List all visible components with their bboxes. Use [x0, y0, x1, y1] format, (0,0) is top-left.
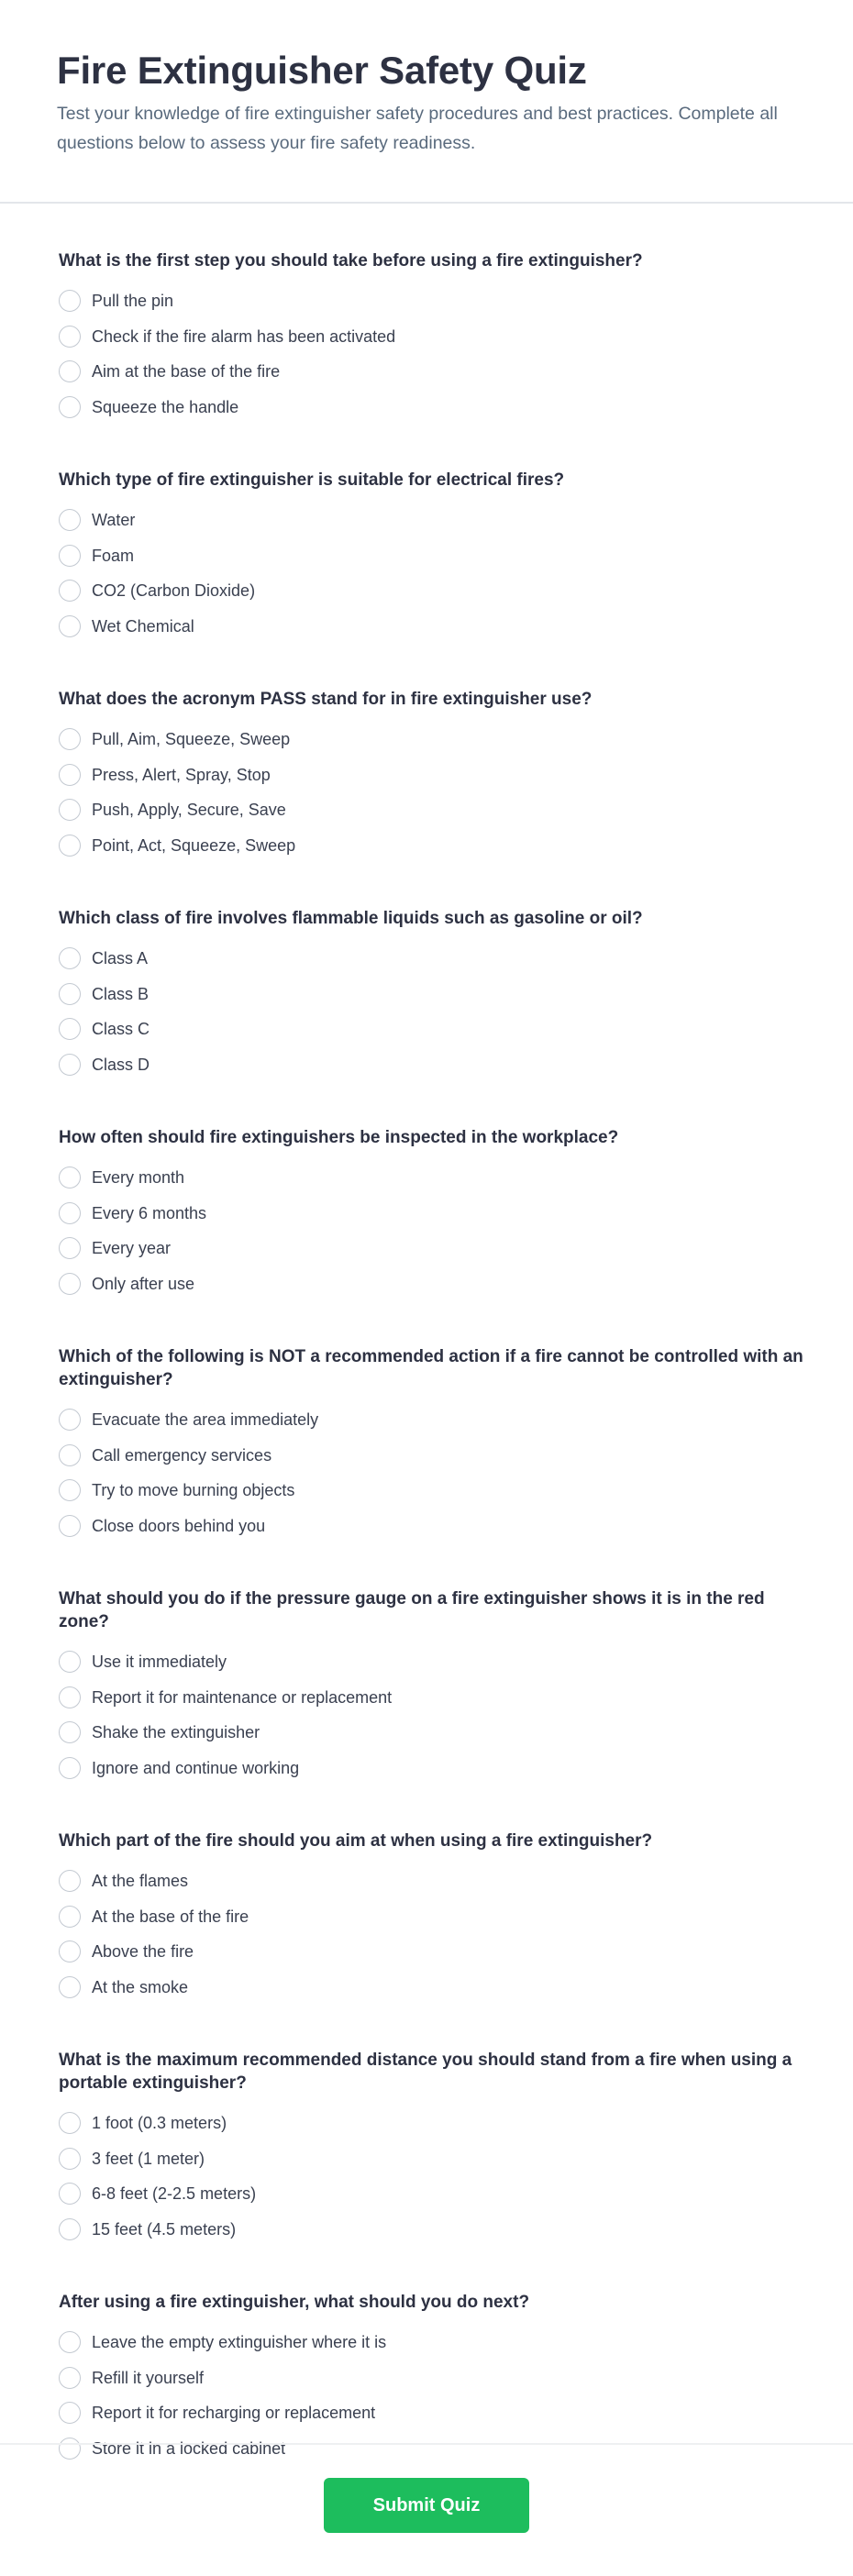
question-text: Which class of fire involves flammable liquids such as gasoline or oil?	[59, 909, 643, 928]
radio-button[interactable]	[59, 1976, 81, 1998]
radio-button[interactable]	[59, 290, 81, 312]
answer-option[interactable]	[59, 1047, 796, 1083]
answer-option-label: At the flames	[92, 1872, 189, 1891]
answer-option-label: Report it for maintenance or replacement	[92, 1687, 393, 1707]
answer-option[interactable]	[59, 1970, 796, 2006]
answer-option[interactable]	[59, 1266, 796, 1302]
radio-button[interactable]	[59, 1757, 81, 1779]
answer-option-label: Foam	[92, 546, 135, 565]
radio-button[interactable]	[59, 1479, 81, 1501]
radio-button[interactable]	[59, 1686, 81, 1708]
question-text: Which type of fire extinguisher is suitable for electrical fires?	[59, 470, 565, 490]
answer-option-label: Wet Chemical	[92, 616, 194, 636]
radio-button[interactable]	[59, 2148, 81, 2170]
answer-option-label: Refill it yourself	[92, 2368, 205, 2387]
radio-button[interactable]	[59, 1202, 81, 1224]
answer-option-label: Ignore and continue working	[92, 1758, 300, 1777]
question-7	[59, 1587, 796, 1786]
radio-button[interactable]	[59, 1018, 81, 1040]
answer-option[interactable]	[59, 1160, 796, 1196]
answer-option-label: Call emergency services	[92, 1445, 272, 1465]
question-text: How often should fire extinguishers be inspected in the workplace?	[59, 1128, 619, 1147]
question-text: What does the acronym PASS stand for in fire extinguisher use?	[59, 690, 593, 709]
radio-button[interactable]	[59, 1651, 81, 1673]
radio-button[interactable]	[59, 764, 81, 786]
answer-option-label: 3 feet (1 meter)	[92, 2149, 205, 2168]
answer-option[interactable]	[59, 2176, 796, 2212]
answer-option-label: Report it for recharging or replacement	[92, 2404, 376, 2423]
radio-button[interactable]	[59, 360, 81, 382]
answer-option[interactable]	[59, 354, 796, 390]
answer-option-label: Only after use	[92, 1274, 195, 1293]
submit-quiz-button[interactable]: Submit Quiz	[324, 2478, 529, 2533]
answer-option-label: Store it in a locked cabinet	[92, 2438, 286, 2458]
answer-option[interactable]	[59, 1473, 796, 1509]
answer-option[interactable]	[59, 503, 796, 538]
question-text: What is the first step you should take before using a fire extinguisher?	[59, 251, 643, 271]
answer-option-label: At the base of the fire	[92, 1907, 249, 1926]
radio-button[interactable]	[59, 1166, 81, 1188]
answer-option[interactable]	[59, 792, 796, 828]
answer-option-label: Evacuate the area immediately	[92, 1410, 319, 1430]
radio-button[interactable]	[59, 2218, 81, 2240]
radio-button[interactable]	[59, 1906, 81, 1928]
answer-option-label: Aim at the base of the fire	[92, 362, 281, 381]
answer-option-label: 6-8 feet (2-2.5 meters)	[92, 2184, 257, 2204]
question-text: Which part of the fire should you aim at when using a fire extinguisher?	[59, 1831, 653, 1851]
answer-option[interactable]	[59, 2141, 796, 2177]
answer-option-label: Squeeze the handle	[92, 397, 239, 416]
answer-option[interactable]	[59, 1934, 796, 1970]
answer-option-label: Pull the pin	[92, 292, 174, 311]
radio-button[interactable]	[59, 1054, 81, 1076]
answer-option[interactable]	[59, 722, 796, 757]
answer-option-label: Every month	[92, 1168, 185, 1188]
answer-option[interactable]	[59, 319, 796, 355]
answer-option-label: At the smoke	[92, 1977, 189, 1996]
radio-button[interactable]	[59, 799, 81, 821]
answer-option[interactable]	[59, 977, 796, 1012]
answer-option-label: Check if the fire alarm has been activated	[92, 326, 396, 346]
answer-option[interactable]	[59, 390, 796, 426]
answer-option-label: Every year	[92, 1239, 172, 1258]
answer-option[interactable]	[59, 2395, 796, 2431]
answer-option[interactable]	[59, 609, 796, 645]
question-8	[59, 1830, 796, 2005]
radio-button[interactable]	[59, 396, 81, 418]
radio-button[interactable]	[59, 1721, 81, 1743]
radio-button[interactable]	[59, 2183, 81, 2205]
radio-button[interactable]	[59, 2331, 81, 2353]
radio-button[interactable]	[59, 580, 81, 602]
answer-option[interactable]	[59, 1012, 796, 1047]
radio-button[interactable]	[59, 728, 81, 750]
answer-option-label: Class A	[92, 949, 149, 968]
question-text: What is the maximum recommended distance you should stand from a fire when using a portable extinguisher?	[59, 2051, 792, 2093]
answer-option[interactable]	[59, 1438, 796, 1474]
page-description: Test your knowledge of fire extinguisher safety procedures and best practices. Complete all questions below to assess your fire safety readiness.	[57, 104, 778, 153]
answer-option-label: Use it immediately	[92, 1653, 227, 1672]
question-6	[59, 1345, 803, 1543]
question-9	[59, 2049, 796, 2247]
answer-option[interactable]	[59, 1196, 796, 1232]
radio-button[interactable]	[59, 1515, 81, 1537]
radio-button[interactable]	[59, 1237, 81, 1259]
radio-button[interactable]	[59, 983, 81, 1005]
answer-option-label: 1 foot (0.3 meters)	[92, 2114, 227, 2133]
question-text: After using a fire extinguisher, what should you do next?	[59, 2293, 530, 2312]
answer-option-label: Point, Act, Squeeze, Sweep	[92, 835, 296, 855]
answer-option[interactable]	[59, 2212, 796, 2248]
answer-option-label: Push, Apply, Secure, Save	[92, 801, 286, 820]
answer-option[interactable]	[59, 283, 796, 319]
answer-option-label: Above the fire	[92, 1942, 194, 1962]
radio-button[interactable]	[59, 509, 81, 531]
radio-button[interactable]	[59, 1444, 81, 1466]
answer-option[interactable]	[59, 1751, 796, 1786]
answer-option[interactable]	[59, 1715, 796, 1751]
answer-option[interactable]	[59, 538, 796, 574]
radio-button[interactable]	[59, 545, 81, 567]
answer-option[interactable]	[59, 1644, 796, 1680]
answer-option[interactable]	[59, 2106, 796, 2141]
answer-option-label: Water	[92, 511, 136, 530]
page-title: Fire Extinguisher Safety Quiz	[57, 49, 587, 92]
answer-option[interactable]	[59, 1509, 796, 1544]
question-5	[59, 1126, 796, 1301]
answer-option-label: Every 6 months	[92, 1203, 207, 1222]
quiz-form	[0, 204, 853, 2466]
question-text: What should you do if the pressure gauge on a fire extinguisher shows it is in the red zone?	[59, 1589, 765, 1631]
answer-option-label: Try to move burning objects	[92, 1481, 295, 1500]
answer-option[interactable]	[59, 1899, 796, 1935]
answer-option[interactable]	[59, 757, 796, 793]
answer-option-label: Leave the empty extinguisher where it is	[92, 2333, 387, 2352]
question-text: Which of the following is NOT a recommended action if a fire cannot be controlled with an extinguisher?	[59, 1347, 803, 1389]
answer-option-label: 15 feet (4.5 meters)	[92, 2219, 237, 2239]
answer-option[interactable]	[59, 2360, 796, 2396]
radio-button[interactable]	[59, 2367, 81, 2389]
answer-option[interactable]	[59, 1863, 796, 1899]
radio-button[interactable]	[59, 1409, 81, 1431]
question-10	[59, 2291, 796, 2466]
answer-option[interactable]	[59, 2325, 796, 2360]
radio-button[interactable]	[59, 1940, 81, 1962]
answer-option-label: Class D	[92, 1055, 150, 1074]
quiz-header	[0, 0, 853, 204]
answer-option[interactable]	[59, 941, 796, 977]
answer-option-label: Pull, Aim, Squeeze, Sweep	[92, 730, 291, 749]
answer-option-label: Class B	[92, 984, 150, 1003]
answer-option[interactable]	[59, 1402, 796, 1438]
question-1	[59, 249, 796, 425]
radio-button[interactable]	[59, 1870, 81, 1892]
radio-button[interactable]	[59, 615, 81, 637]
answer-option-label: Close doors behind you	[92, 1516, 266, 1535]
answer-option[interactable]	[59, 1680, 796, 1716]
answer-option-label: CO2 (Carbon Dioxide)	[92, 581, 256, 601]
answer-option-label: Shake the extinguisher	[92, 1723, 260, 1742]
answer-option-label: Class C	[92, 1020, 150, 1039]
quiz-footer	[0, 2443, 853, 2533]
radio-button[interactable]	[59, 2402, 81, 2424]
question-2	[59, 469, 796, 644]
radio-button[interactable]	[59, 835, 81, 857]
radio-button[interactable]	[59, 2112, 81, 2134]
answer-option-label: Press, Alert, Spray, Stop	[92, 765, 271, 784]
radio-button[interactable]	[59, 947, 81, 969]
radio-button[interactable]	[59, 1273, 81, 1295]
question-4	[59, 907, 796, 1082]
question-3	[59, 688, 796, 863]
answer-option[interactable]	[59, 828, 796, 864]
answer-option[interactable]	[59, 1231, 796, 1266]
answer-option[interactable]	[59, 573, 796, 609]
radio-button[interactable]	[59, 326, 81, 348]
